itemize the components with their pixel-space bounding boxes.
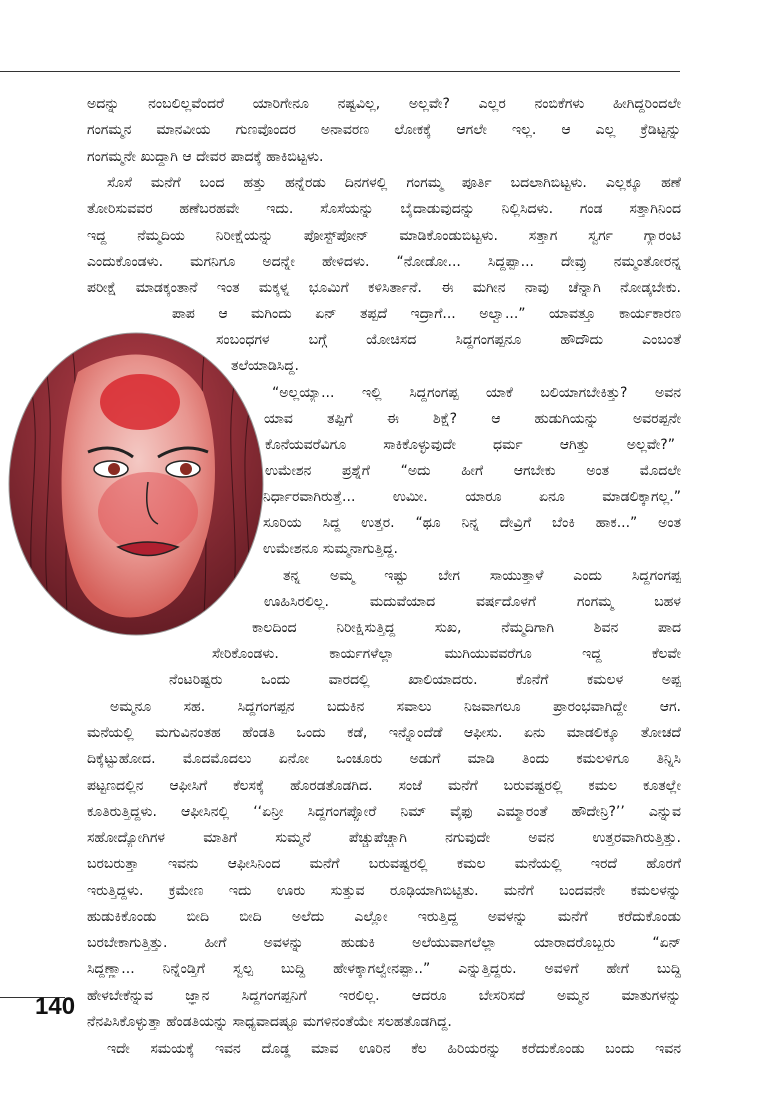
- text-line: ಅದನ್ನು ನಂಬಲಿಲ್ಲವೆಂದರೆ ಯಾರಿಗೇನೂ ನಷ್ಟವಿಲ್ಲ, ಅಲ್ಲವೇ? ಎಲ್ಲರ ನಂಬಿಕೆಗಳು ಹೀಗಿದ್ದರಿಂದಲೇ: [87, 96, 681, 112]
- text-line: ನೆನಪಿಸಿಕೊಳ್ಳುತ್ತಾ ಹೆಂಡತಿಯನ್ನು ಸಾಧ್ಯವಾದಷ್ಟೂ ಮಗಳಿನಂತೆಯೇ ಸಲಹತೊಡಗಿದ್ದ.: [87, 1014, 452, 1030]
- text-line: ಬರಬೇಕಾಗುತ್ತಿತ್ತು. ಹೀಗೆ ಅವಳನ್ನು ಹುಡುಕಿ ಅಲೆಯುವಾಗಲೆಲ್ಲಾ ಯಾರಾದರೊಬ್ಬರು “ಏನ್: [87, 935, 681, 951]
- text-line: ಹೇಳಬೇಕೆನ್ನುವ ಜ್ಞಾನ ಸಿದ್ದಗಂಗಪ್ಪನಿಗೆ ಇರಲಿಲ್ಲ. ಆದರೂ ಬೇಸರಿಸದೆ ಅಮ್ಮನ ಮಾತುಗಳನ್ನು: [87, 988, 681, 1004]
- text-line: ಗಂಗಮ್ಮನ ಮಾನವೀಯ ಗುಣವೊಂದರ ಅನಾವರಣ ಲೋಕಕ್ಕೆ ಆಗಲೇ ಇಲ್ಲ. ಆ ಎಲ್ಲ ಕ್ರೆಡಿಟ್ಟನ್ನು: [87, 122, 681, 138]
- text-line: ಮನೆಯಲ್ಲಿ ಮಗುವಿನಂತಹ ಹೆಂಡತಿ ಒಂದು ಕಡೆ, ಇನ್ನೊಂದೆಡೆ ಆಫೀಸು. ಏನು ಮಾಡಲಿಕ್ಕೂ ತೋಚದೆ: [87, 725, 681, 741]
- text-line: ಸಂಬಂಧಗಳ ಬಗ್ಗೆ ಯೋಚಿಸದ ಸಿದ್ದಗಂಗಪ್ಪನೂ ಹೌದೌದು ಎಂಬಂತೆ: [216, 332, 681, 348]
- text-line: ನಿರ್ಧಾರವಾಗಿರುತ್ತೆ... ಉಮೀ. ಯಾರೂ ಏನೂ ಮಾಡಲಿಕ್ಕಾಗಲ್ಲ.”: [263, 489, 681, 505]
- text-line: ಇದೇ ಸಮಯಕ್ಕೆ ಇವನ ದೊಡ್ಡ ಮಾವ ಊರಿನ ಕೆಲ ಹಿರಿಯರನ್ನು ಕರೆದುಕೊಂಡು ಬಂದು ಇವನ: [107, 1041, 681, 1057]
- text-line: ಸೂರಿಯ ಸಿದ್ದ ಉತ್ತರ. “ಥೂ ನಿನ್ನ ದೇವ್ರಿಗೆ ಬೆಂಕಿ ಹಾಕ...” ಅಂತ: [263, 515, 681, 531]
- text-line: ಇರುತ್ತಿದ್ದಳು. ಕ್ರಮೇಣ ಇದು ಊರು ಸುತ್ತುವ ರೂಢಿಯಾಗಿಬಿಟ್ಟಿತು. ಮನೆಗೆ ಬಂದವನೇ ಕಮಲಳನ್ನು: [87, 883, 681, 899]
- text-line: ಕೂತಿರುತ್ತಿದ್ದಳು. ಆಫೀಸಿನಲ್ಲಿ ‘‘ಏನ್ರೀ ಸಿದ್ದಗಂಗಪ್ನೋರೆ ನಿಮ್ ವೈಫು ಎಮ್ಮಾರಂತೆ ಹೌದೇನ್ರಿ?’’ ಎನ್ನುವ: [87, 804, 681, 820]
- text-line: ಕಾಲದಿಂದ ನಿರೀಕ್ಷಿಸುತ್ತಿದ್ದ ಸುಖ, ನೆಮ್ಮದಿಗಾಗಿ ಶಿವನ ಪಾದ: [252, 620, 681, 636]
- text-line: ಗಂಗಮ್ಮನೇ ಖುದ್ದಾಗಿ ಆ ದೇವರ ಪಾದಕ್ಕೆ ಹಾಕಿಬಿಟ್ಟಳು.: [87, 149, 324, 165]
- text-line: ಸೊಸೆ ಮನೆಗೆ ಬಂದ ಹತ್ತು ಹನ್ನೆರಡು ದಿನಗಳಲ್ಲಿ ಗಂಗಮ್ಮ ಪೂರ್ತಿ ಬದಲಾಗಿಬಿಟ್ಟಳು. ಎಲ್ಲಕ್ಕೂ ಹಣೆ: [107, 175, 681, 191]
- text-line: ಹುಡುಕಿಕೊಂಡು ಬೀದಿ ಬೀದಿ ಅಲೆದು ಎಲ್ಲೋ ಇರುತ್ತಿದ್ದ ಅವಳನ್ನು ಮನೆಗೆ ಕರೆದುಕೊಂಡು: [87, 909, 681, 925]
- text-line: ಪಾಪ ಆ ಮಗಿಂದು ಏನ್ ತಪ್ಪದೆ ಇದ್ರಾಗೆ... ಅಲ್ವಾ...” ಯಾವತ್ತೂ ಕಾರ್ಯಕಾರಣ: [172, 306, 681, 322]
- top-rule: [0, 71, 680, 72]
- text-line: ಸಿದ್ದಣ್ಣಾ... ನಿನ್ನೆಂಡ್ತಿಗೆ ಸ್ವಲ್ಪ ಬುದ್ಧಿ ಹೇಳಕ್ಕಾಗಲ್ವೇನಪ್ಪಾ..” ಎನ್ನುತ್ತಿದ್ದರು. ಅವಳಿಗೆ ಹೇಗೆ ಬುದ್ಧಿ: [87, 961, 681, 977]
- text-line: ಉಮೇಶನ ಪ್ರಶ್ನೆಗೆ “ಅದು ಹೀಗೆ ಆಗಬೇಕು ಅಂತ ಮೊದಲೇ: [265, 463, 681, 479]
- text-line: ಇದ್ದ ನೆಮ್ಮದಿಯ ನಿರೀಕ್ಷೆಯನ್ನು ಪೋಸ್ಟ್‌ಪೋನ್ ಮಾಡಿಕೊಂಡುಬಿಟ್ಟಳು. ಸತ್ತಾಗ ಸ್ವರ್ಗ ಗ್ಯಾರಂಟಿ: [87, 228, 681, 244]
- text-line: ಬರಬರುತ್ತಾ ಇವನು ಆಫೀಸಿನಿಂದ ಮನೆಗೆ ಬರುವಷ್ಟರಲ್ಲಿ ಕಮಲ ಮನೆಯಲ್ಲಿ ಇರದೆ ಹೊರಗೆ: [87, 856, 681, 872]
- text-line: ಸಹೋದ್ಯೋಗಿಗಳ ಮಾತಿಗೆ ಸುಮ್ಮನೆ ಪೆಚ್ಚುಪೆಚ್ಚಾಗಿ ನಗುವುದೇ ಅವನ ಉತ್ತರವಾಗಿರುತ್ತಿತ್ತು.: [87, 830, 681, 846]
- text-line: ಯಾವ ತಪ್ಪಿಗೆ ಈ ಶಿಕ್ಷೆ? ಆ ಹುಡುಗಿಯನ್ನು ಅವರಪ್ಪನೇ: [264, 411, 681, 427]
- text-line: ದಿಕ್ಕೆಟ್ಟುಹೋದ. ಮೊದಮೊದಲು ಏನೋ ಒಂಚೂರು ಅಡುಗೆ ಮಾಡಿ ತಿಂದು ಕಮಲಳಿಗೂ ತಿನ್ನಿಸಿ: [87, 751, 681, 767]
- text-line: ಪಟ್ಟಣದಲ್ಲಿನ ಆಫೀಸಿಗೆ ಕೆಲಸಕ್ಕೆ ಹೊರಡತೊಡಗಿದ. ಸಂಜೆ ಮನೆಗೆ ಬರುವಷ್ಟರಲ್ಲಿ ಕಮಲ ಕೂತಲ್ಲೇ: [87, 778, 681, 794]
- text-line: ಸೇರಿಕೊಂಡಳು. ಕಾರ್ಯಗಳೆಲ್ಲಾ ಮುಗಿಯುವವರೆಗೂ ಇದ್ದ ಕೆಲವೇ: [212, 646, 681, 662]
- text-line: “ಅಲ್ಲಯ್ಯಾ... ಇಲ್ಲಿ ಸಿದ್ದಗಂಗಪ್ಪ ಯಾಕೆ ಬಲಿಯಾಗಬೇಕಿತ್ತು? ಅವನ: [272, 385, 681, 401]
- text-line: ಕೊನೆಯವರೆವಿಗೂ ಸಾಕಿಕೊಳ್ಳುವುದೇ ಧರ್ಮ ಆಗಿತ್ತು ಅಲ್ಲವೇ?”: [265, 437, 675, 453]
- text-line: ತನ್ನ ಅಮ್ಮ ಇಷ್ಟು ಬೇಗ ಸಾಯುತ್ತಾಳೆ ಎಂದು ಸಿದ್ದಗಂಗಪ್ಪ: [283, 568, 681, 584]
- text-line: ಎಂದುಕೊಂಡಳು. ಮಗನಿಗೂ ಅದನ್ನೇ ಹೇಳಿದಳು. “ನೋಡೋ... ಸಿದ್ದಪ್ಪಾ... ದೇವ್ರು ನಮ್ಮಂತೋರನ್ನ: [87, 254, 681, 270]
- text-line: ಊಹಿಸಿರಲಿಲ್ಲ. ಮದುವೆಯಾದ ವರ್ಷದೊಳಗೆ ಗಂಗಮ್ಮ ಬಹಳ: [264, 594, 681, 610]
- text-line: ಪರೀಕ್ಷೆ ಮಾಡಕ್ಕಂತಾನೆ ಇಂತ ಮಕ್ಕಳ್ನ ಭೂಮಿಗೆ ಕಳಿಸಿರ್ತಾನೆ. ಈ ಮಗೀನ ನಾವು ಚೆನ್ನಾಗಿ ನೋಡ್ಕಬೇಕು.: [87, 280, 681, 296]
- text-line: ನೆಂಟರಿಷ್ಟರು ಒಂದು ವಾರದಲ್ಲಿ ಖಾಲಿಯಾದರು. ಕೊನೆಗೆ ಕಮಲಳ ಅಪ್ಪ: [169, 672, 681, 688]
- text-line: ಉಮೇಶನೂ ಸುಮ್ಮನಾಗುತ್ತಿದ್ದ.: [263, 541, 398, 557]
- page-number: 140: [35, 993, 76, 1020]
- text-line: ತೋರಿಸುವವರ ಹಣೆಬರಹವೇ ಇದು. ಸೊಸೆಯನ್ನು ಬೈದಾಡುವುದನ್ನು ನಿಲ್ಲಿಸಿದಳು. ಗಂಡ ಸತ್ತಾಗಿನಿಂದ: [87, 201, 681, 217]
- text-line: ತಲೆಯಾಡಿಸಿದ್ದ.: [231, 358, 300, 374]
- text-line: ಅಮ್ಮನೂ ಸಹ. ಸಿದ್ದಗಂಗಪ್ಪನ ಬದುಕಿನ ಸವಾಲು ನಿಜವಾಗಲೂ ಪ್ರಾರಂಭವಾಗಿದ್ದೇ ಆಗ.: [110, 699, 681, 715]
- woman-face-illustration: [8, 332, 264, 636]
